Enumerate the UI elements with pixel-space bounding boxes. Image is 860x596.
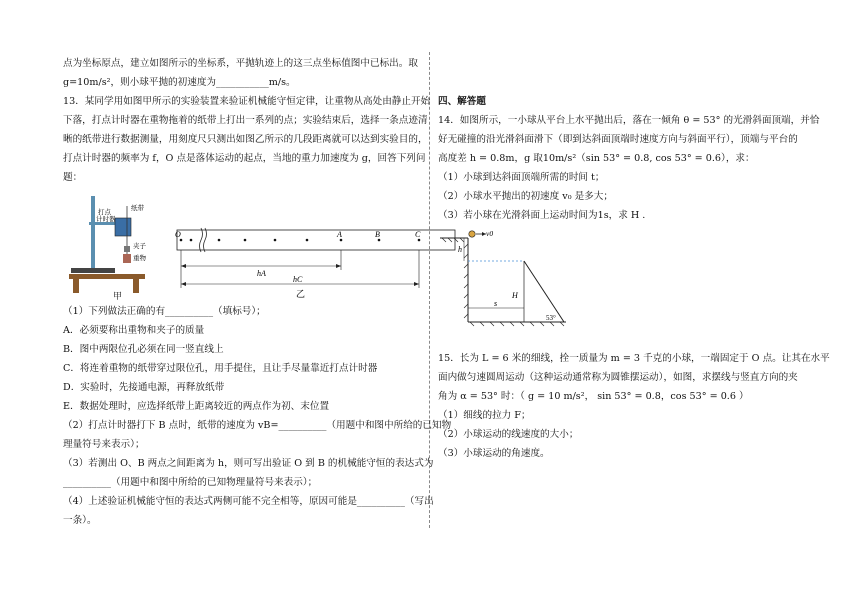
q13-intro-line: 下落，打点计时器在重物拖着的纸带上打出一系列的点；实验结束后，选择一条点迹清 <box>63 115 428 126</box>
label-v0: v0 <box>486 229 494 238</box>
q14-line: 高度差 h = 0.8m，g 取10m/s²（sin 53° = 0.8, cos 53° = 0.6），求： <box>438 153 755 164</box>
q13-part-line: （4）上述验证机械能守恒的表达式两侧可能不完全相等，原因可能是__________（写出 <box>63 496 434 507</box>
hatch-ground <box>470 322 564 326</box>
dot <box>244 239 247 242</box>
label-h: h <box>458 245 462 254</box>
label-H: H <box>512 291 518 300</box>
timer-box <box>115 218 131 236</box>
q13-intro-line: 题： <box>63 172 83 183</box>
q12-tail-line: 点为坐标原点，建立如图所示的坐标系，平抛轨迹上的这三点坐标值图中已标出。取 <box>63 58 418 69</box>
label-tape: 纸带 <box>131 205 144 212</box>
q13-intro-line: 打点计时器的频率为 f，O 点是落体运动的起点，当地的重力加速度为 g，回答下列问 <box>63 153 426 164</box>
q15-line: 面内做匀速圆周运动（这种运动通常称为圆锥摆运动），如图，求摆线与竖直方向的夹 <box>438 372 798 383</box>
label-s: s <box>494 299 498 308</box>
label-weight: 重物 <box>133 255 146 262</box>
q13-part-line: 一条）。 <box>63 515 97 526</box>
q14-part-3: （3）若小球在光滑斜面上运动时间为1s，求 H . <box>438 210 646 221</box>
figure-slope <box>438 228 568 330</box>
q13-part-line: （1）下列做法正确的有__________（填标号）； <box>63 306 266 317</box>
label-timer: 打点 <box>98 209 111 216</box>
figure-jia-caption: 甲 <box>113 292 123 302</box>
q13-intro-line: 13．某同学用如图甲所示的实验装置来验证机械能守恒定律，让重物从高处由静止开始 <box>63 96 431 107</box>
dot-o <box>180 239 183 242</box>
q13-option-a: A．必须要称出重物和夹子的质量 <box>63 325 205 336</box>
q14-part-2: （2）小球水平抛出的初速度 v₀ 是多大； <box>438 191 613 202</box>
label-clip: 夹子 <box>133 243 146 250</box>
q15-line: 15．长为 L = 6 米的细线，拴一质量为 m = 3 千克的小球，一端固定于 O 点。让其在水平 <box>438 353 830 364</box>
stand-rod <box>91 196 95 268</box>
label-ha: hA <box>257 269 266 278</box>
tape-break <box>204 228 207 252</box>
q15-part-3: （3）小球运动的角速度。 <box>438 448 550 459</box>
weight <box>123 254 131 263</box>
ball <box>469 231 475 237</box>
label-b: B <box>375 230 380 239</box>
table-top <box>69 274 145 279</box>
q14-line: 好无碰撞的沿光滑斜面滑下（即到达斜面顶端时速度方向与斜面平行），顶端与平台的 <box>438 134 798 145</box>
q15-line: 角为 α = 53° 时：（ g = 10 m/s²， sin 53° = 0.8，cos 53° = 0.6 ） <box>438 391 749 402</box>
dot <box>274 239 277 242</box>
table-leg <box>73 279 79 293</box>
q13-option-d: D．实验时，先接通电源，再释放纸带 <box>63 382 225 393</box>
q13-part-line: （2）打点计时器打下 B 点时，纸带的速度为 vB=__________（用题中和图中所给的已知物 <box>63 420 452 431</box>
q13-part-line: 理量符号来表示）； <box>63 439 145 450</box>
dot-a <box>340 239 343 242</box>
label-hc: hC <box>293 275 303 284</box>
label-a: A <box>337 230 342 239</box>
q14-line: 14．如图所示，一小球从平台上水平抛出后，落在一倾角 θ = 53° 的光滑斜面顶端，并恰 <box>438 115 820 126</box>
dot <box>190 239 193 242</box>
label-c: C <box>415 230 421 239</box>
slope-face <box>524 261 564 322</box>
figure-yi <box>171 222 461 300</box>
table-leg <box>133 279 139 293</box>
dot-c <box>418 239 421 242</box>
q13-part-line: （3）若测出 O、B 两点之间距离为 h，则可写出验证 O 到 B 的机械能守恒的表达式为 <box>63 458 434 469</box>
tape-break <box>200 228 203 252</box>
q13-option-e: E．数据处理时，应选择纸带上距离较近的两点作为初、末位置 <box>63 401 330 412</box>
clip <box>124 246 130 252</box>
figure-jia <box>65 190 147 298</box>
label-angle: 53° <box>546 314 556 322</box>
q13-option-c: C．将连着重物的纸带穿过限位孔，用手提住，且让手尽量靠近打点计时器 <box>63 363 378 374</box>
label-timer: 计时器 <box>96 216 116 223</box>
dot-b <box>378 239 381 242</box>
dot <box>306 239 309 242</box>
stand-base <box>71 268 115 273</box>
q12-tail-line: g=10m/s²，则小球平抛的初速度为___________m/s。 <box>63 77 296 88</box>
q15-part-1: （1）细线的拉力 F； <box>438 410 531 421</box>
q13-part-line: __________（用题中和图中所给的已知物理量符号来表示）； <box>63 477 318 488</box>
label-o: O <box>175 230 181 239</box>
dot <box>218 239 221 242</box>
q13-intro-line: 晰的纸带进行数据测量，用刻度尺只测出如图乙所示的几段距离就可以达到实验目的， <box>63 134 428 145</box>
q14-part-1: （1）小球到达斜面顶端所需的时间 t； <box>438 172 605 183</box>
q13-option-b: B．图中两限位孔必须在同一竖直线上 <box>63 344 224 355</box>
section-title: 四、解答题 <box>438 96 486 107</box>
figure-yi-caption: 乙 <box>296 289 306 299</box>
q15-part-2: （2）小球运动的线速度的大小； <box>438 429 579 440</box>
